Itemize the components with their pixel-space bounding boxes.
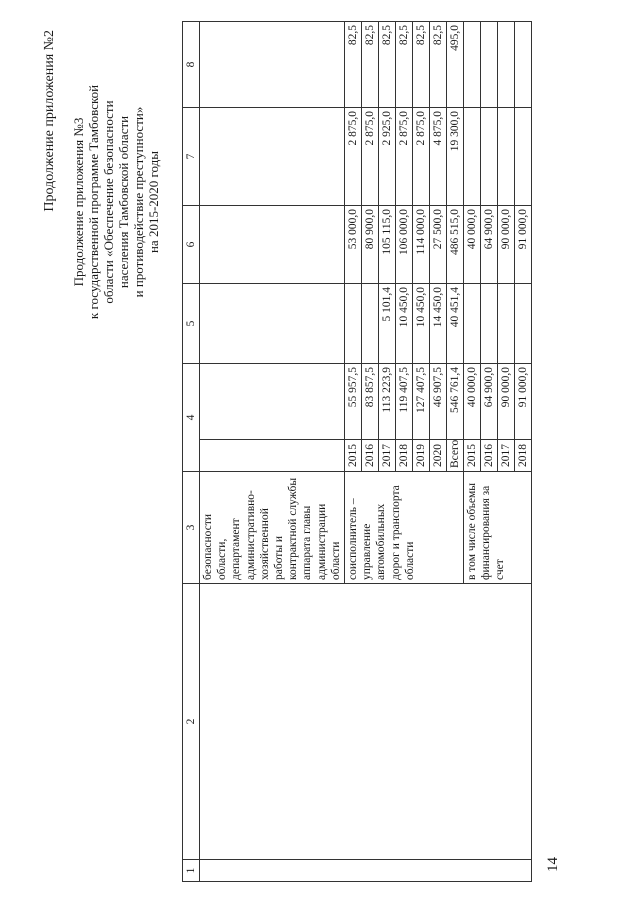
value-cell: 83 857,5 [362, 364, 379, 440]
year-cell: 2017 [498, 440, 515, 472]
column-header: 1 [183, 860, 200, 882]
value-cell: 91 000,0 [515, 206, 532, 284]
value-cell: 64 900,0 [481, 206, 498, 284]
value-cell [481, 108, 498, 206]
year-cell: 2020 [430, 440, 447, 472]
value-cell: 91 000,0 [515, 364, 532, 440]
value-cell: 113 223,9 [379, 364, 396, 440]
responsible-executor-cell: безопасности области, департамент административно-хозяйственной работы и контрактной службы аппарата главы администрации области [200, 472, 345, 584]
year-cell [200, 440, 345, 472]
year-cell: 2017 [379, 440, 396, 472]
value-cell: 10 450,0 [413, 284, 430, 364]
page-number: 14 [545, 857, 561, 872]
value-cell: 106 000,0 [396, 206, 413, 284]
value-cell [481, 284, 498, 364]
value-cell [200, 284, 345, 364]
value-cell [464, 22, 481, 108]
year-cell: 2018 [515, 440, 532, 472]
year-cell: Всего [447, 440, 464, 472]
value-cell: 40 000,0 [464, 364, 481, 440]
value-cell: 55 957,5 [345, 364, 362, 440]
co-executor-cell: соисполнитель – управление автомобильных дорог и транспорта области [345, 472, 464, 584]
value-cell: 2 875,0 [413, 108, 430, 206]
value-cell [515, 108, 532, 206]
appendix-header [42, 22, 161, 382]
value-cell [464, 108, 481, 206]
appendix-3-line: области «Обеспечение безопасности [101, 100, 116, 304]
value-cell: 82,5 [396, 22, 413, 108]
value-cell [498, 284, 515, 364]
value-cell [498, 22, 515, 108]
value-cell: 2 875,0 [362, 108, 379, 206]
value-cell: 19 300,0 [447, 108, 464, 206]
value-cell: 105 115,0 [379, 206, 396, 284]
year-cell: 2016 [481, 440, 498, 472]
year-cell: 2015 [345, 440, 362, 472]
value-cell: 82,5 [345, 22, 362, 108]
appendix-3-line: Продолжение приложения №3 [71, 117, 86, 287]
column-header: 8 [183, 22, 200, 108]
document-page [40, 22, 600, 882]
table-row [200, 22, 345, 882]
value-cell: 2 875,0 [345, 108, 362, 206]
column-header: 3 [183, 472, 200, 584]
year-cell: 2016 [362, 440, 379, 472]
appendix-3-line: на 2015-2020 годы [146, 150, 161, 254]
value-cell: 40 451,4 [447, 284, 464, 364]
value-cell: 119 407,5 [396, 364, 413, 440]
value-cell: 27 500,0 [430, 206, 447, 284]
value-cell: 90 000,0 [498, 206, 515, 284]
appendix-3-line: к государственной программе Тамбовской [86, 84, 101, 320]
value-cell: 82,5 [362, 22, 379, 108]
appendix-3-line: и противодействие преступности» [131, 106, 146, 298]
value-cell: 486 515,0 [447, 206, 464, 284]
year-cell: 2018 [396, 440, 413, 472]
including-funding-cell: в том числе объемы финансирования за счет [464, 472, 532, 584]
value-cell [200, 22, 345, 108]
column-header: 7 [183, 108, 200, 206]
value-cell: 127 407,5 [413, 364, 430, 440]
column-header: 4 [183, 364, 200, 472]
appendix-3-line: населения Тамбовской области [116, 115, 131, 289]
column-header: 6 [183, 206, 200, 284]
column-header: 2 [183, 584, 200, 860]
year-cell: 2015 [464, 440, 481, 472]
table-header-row [183, 22, 200, 882]
value-cell [481, 22, 498, 108]
value-cell: 53 000,0 [345, 206, 362, 284]
year-cell: 2019 [413, 440, 430, 472]
value-cell [200, 364, 345, 440]
value-cell: 80 900,0 [362, 206, 379, 284]
value-cell: 14 450,0 [430, 284, 447, 364]
appendix-2-continuation: Продолжение приложения №2 [42, 30, 57, 212]
value-cell: 82,5 [413, 22, 430, 108]
value-cell: 46 907,5 [430, 364, 447, 440]
funding-table [182, 21, 532, 882]
value-cell [200, 108, 345, 206]
value-cell [515, 284, 532, 364]
value-cell: 90 000,0 [498, 364, 515, 440]
cell-col1 [200, 860, 532, 882]
value-cell: 495,0 [447, 22, 464, 108]
value-cell: 2 875,0 [396, 108, 413, 206]
value-cell: 4 875,0 [430, 108, 447, 206]
value-cell: 114 000,0 [413, 206, 430, 284]
value-cell [345, 284, 362, 364]
value-cell: 10 450,0 [396, 284, 413, 364]
value-cell [515, 22, 532, 108]
value-cell: 82,5 [379, 22, 396, 108]
value-cell: 40 000,0 [464, 206, 481, 284]
cell-col2 [200, 584, 532, 860]
value-cell: 2 925,0 [379, 108, 396, 206]
value-cell [498, 108, 515, 206]
value-cell: 5 101,4 [379, 284, 396, 364]
value-cell: 546 761,4 [447, 364, 464, 440]
value-cell: 64 900,0 [481, 364, 498, 440]
value-cell [464, 284, 481, 364]
value-cell: 82,5 [430, 22, 447, 108]
value-cell [200, 206, 345, 284]
column-header: 5 [183, 284, 200, 364]
value-cell [362, 284, 379, 364]
